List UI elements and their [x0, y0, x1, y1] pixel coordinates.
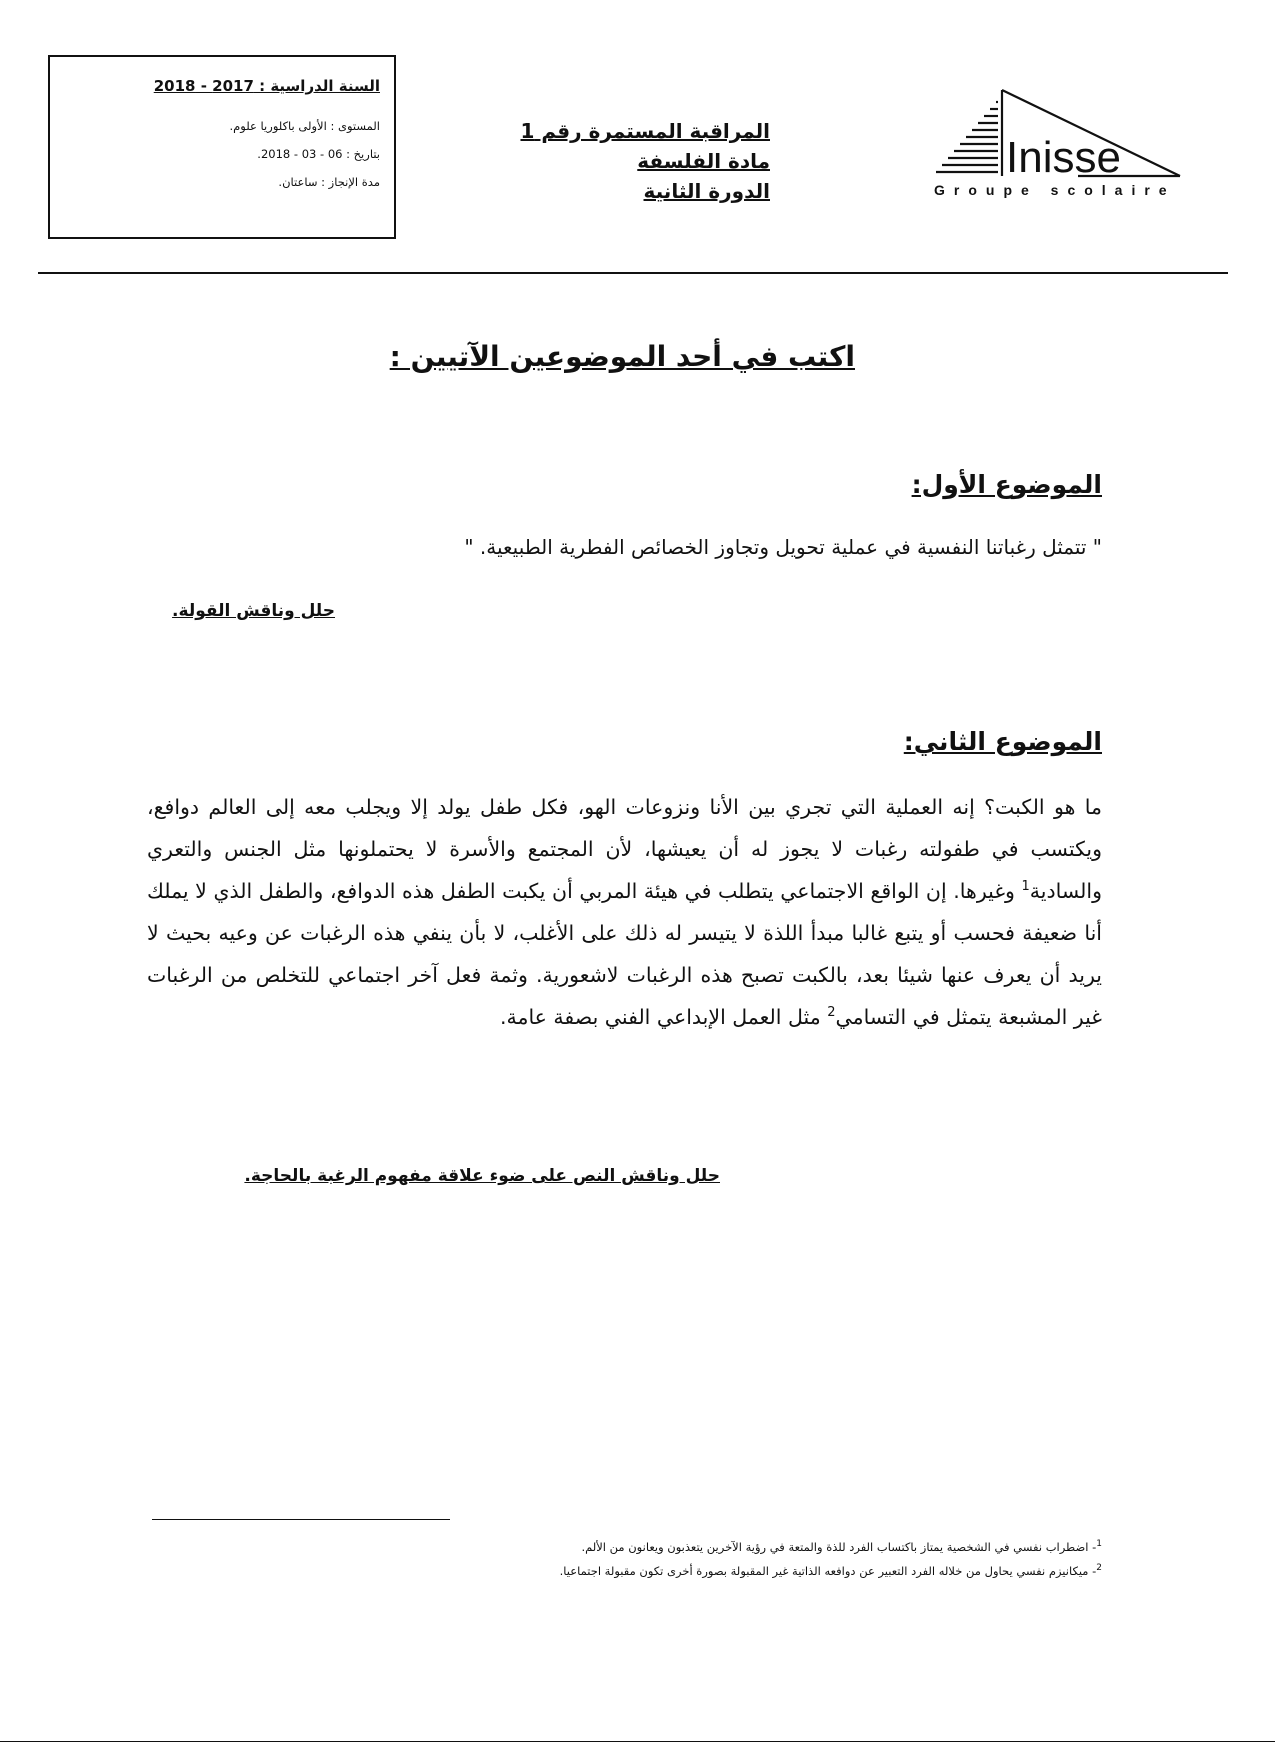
footnote-1 — [102, 1534, 1102, 1558]
page-bottom-line — [0, 1741, 1275, 1742]
date-line: بتاريخ : 06 - 03 - 2018. — [257, 147, 380, 161]
footnotes — [102, 1534, 1102, 1582]
footnote-2-marker: 2 — [1096, 1562, 1102, 1573]
exam-title: المراقبة المستمرة رقم 1 — [520, 119, 770, 143]
footnote-1-marker: 1 — [1096, 1539, 1102, 1549]
topic2-text — [147, 786, 1102, 1038]
session-name: الدورة الثانية — [643, 179, 770, 203]
school-year: السنة الدراسية : 2017 - 2018 — [153, 77, 380, 95]
topic1-quote: " تتمثل رغباتنا النفسية في عملية تحويل وتجاوز الخصائص الفطرية الطبيعية. " — [464, 535, 1102, 559]
subject-name: مادة الفلسفة — [637, 149, 770, 173]
topic2-heading: الموضوع الثاني: — [903, 727, 1102, 756]
duration-line: مدة الإنجاز : ساعتان. — [278, 175, 380, 189]
topic2-task: حلل وناقش النص على ضوء علاقة مفهوم الرغبة بالحاجة. — [244, 1166, 720, 1186]
topic1-task: حلل وناقش القولة. — [172, 601, 335, 621]
school-logo — [928, 86, 1208, 202]
footnote-2-text: - ميكانيزم نفسي يحاول من خلاله الفرد التعبير عن دوافعه الذاتية غير المقبولة بصورة أخرى تكون مقبولة اجتماعيا. — [559, 1563, 1097, 1578]
footnote-1-text: - اضطراب نفسي في الشخصية يمتاز باكتساب الفرد للذة والمتعة في رؤية الآخرين يتعذبون ويعانون من الألم. — [581, 1539, 1097, 1554]
topic2-text-part1: ما هو الكبت؟ إنه العملية التي تجري بين الأنا ونزوعات الهو، فكل طفل يولد إلا ويجلب معه إلى العالم دوافع، ويكتسب في طفولته رغبات لا يجوز له أن يعيشها، لأن المجتمع والأسرة لا يحتملونها مثل الجنس والتعري والسادية — [147, 795, 1102, 903]
exam-header — [500, 116, 770, 206]
logo-wordmark: Inisse — [1006, 133, 1121, 182]
topic1-heading: الموضوع الأول: — [911, 470, 1102, 499]
topic2-text-part3: مثل العمل الإبداعي الفني بصفة عامة. — [499, 1005, 828, 1029]
level-line: المستوى : الأولى باكلوريا علوم. — [229, 119, 380, 133]
exam-info-box — [48, 55, 396, 239]
header-divider — [38, 272, 1228, 274]
main-instruction: اكتب في أحد الموضوعين الآتيين : — [389, 340, 855, 373]
logo-subtitle: Groupe scolaire — [934, 182, 1176, 198]
footnote-ref-1: 1 — [1021, 879, 1030, 895]
footnote-ref-2: 2 — [827, 1005, 836, 1021]
footnote-separator — [152, 1519, 450, 1520]
topic2-text-part2: وغيرها. إن الواقع الاجتماعي يتطلب في هيئة المربي أن يكبت الطفل هذه الدوافع، والطفل الذي لا يملك أنا ضعيفة فحسب أو يتبع غالبا مبدأ اللذة لا يتيسر له ذلك على الأغلب، لا بأن ينفي هذه الرغبات عن وعيه بحيث لا يريد أن يعرف عنها شيئا بعد، بالكبت تصبح هذه الرغبات لاشعورية. وثمة فعل آخر اجتماعي للتخلص من الرغبات غير المشبعة يتمثل في التسامي — [147, 879, 1102, 1029]
footnote-2 — [102, 1558, 1102, 1582]
